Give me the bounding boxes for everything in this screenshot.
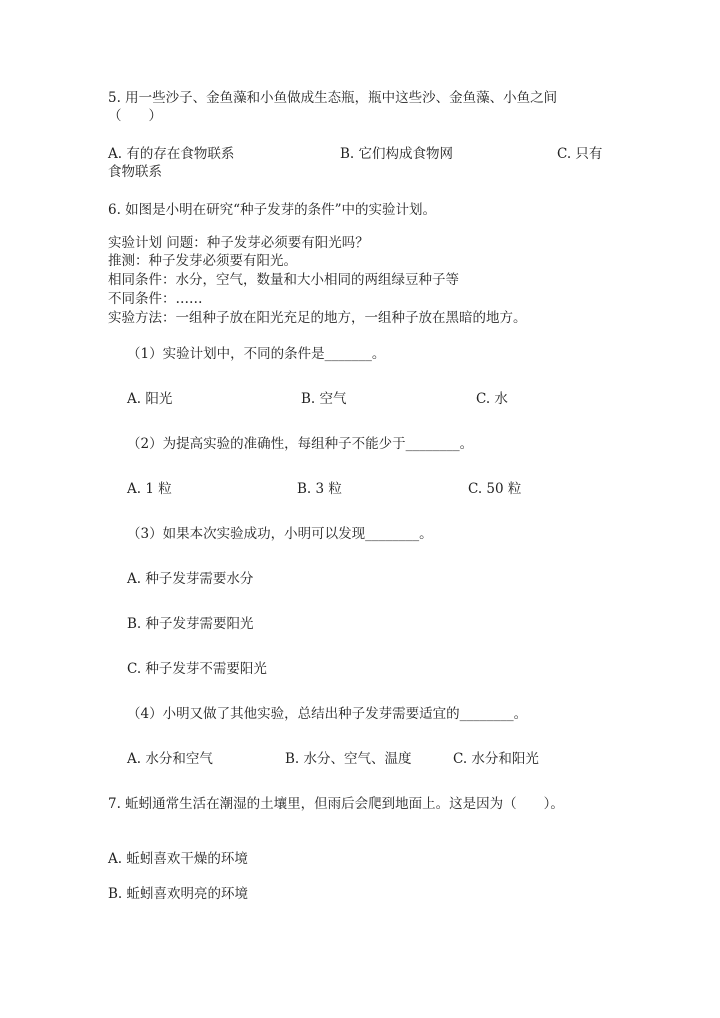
q6-sub2-option-b: B. 3 粒 — [297, 481, 342, 497]
q5-option-c-line1: C. 只有 — [557, 146, 603, 162]
q6-sub3-option-c: C. 种子发芽不需要阳光 — [127, 661, 267, 677]
q6-sub4-option-c: C. 水分和阳光 — [453, 751, 539, 767]
q6-plan-line: 不同条件：…… — [108, 291, 203, 307]
q6-plan-line: 实验方法：一组种子放在阳光充足的地方，一组种子放在黑暗的地方。 — [108, 310, 527, 326]
q6-sub4-option-b: B. 水分、空气、温度 — [285, 751, 412, 767]
q6-sub2-option-c: C. 50 粒 — [468, 481, 522, 497]
q5-stem-line2: （ ） — [108, 108, 162, 124]
q6-plan-line: 实验计划 问题：种子发芽必须要有阳光吗？ — [108, 235, 369, 251]
q5-option-b: B. 它们构成食物网 — [340, 146, 454, 162]
q6-sub2-stem: （2）为提高实验的准确性，每组种子不能少于________。 — [127, 436, 474, 452]
q7-option-a: A. 蚯蚓喜欢干燥的环境 — [108, 851, 248, 867]
q6-sub1-option-b: B. 空气 — [301, 391, 347, 407]
q6-sub1-stem: （1）实验计划中，不同的条件是_______。 — [127, 346, 386, 362]
q5-option-a: A. 有的存在食物联系 — [108, 146, 235, 162]
q6-stem: 6. 如图是小明在研究“种子发芽的条件”中的实验计划。 — [108, 202, 436, 218]
q7-stem: 7. 蚯蚓通常生活在潮湿的土壤里，但雨后会爬到地面上。这是因为（ ）。 — [108, 796, 564, 812]
q5-stem-line1: 5. 用一些沙子、金鱼藻和小鱼做成生态瓶，瓶中这些沙、金鱼藻、小鱼之间 — [108, 90, 558, 106]
q5-option-c-line2: 食物联系 — [108, 164, 162, 180]
q6-sub3-option-b: B. 种子发芽需要阳光 — [127, 616, 254, 632]
q6-sub1-option-c: C. 水 — [476, 391, 508, 407]
q6-sub1-option-a: A. 阳光 — [127, 391, 173, 407]
q6-sub2-option-a: A. 1 粒 — [127, 481, 172, 497]
q6-sub4-stem: （4）小明又做了其他实验，总结出种子发芽需要适宜的________。 — [127, 706, 528, 722]
q6-plan-line: 推测：种子发芽必须要有阳光。 — [108, 253, 297, 269]
q7-option-b: B. 蚯蚓喜欢明亮的环境 — [108, 886, 249, 902]
q6-sub3-option-a: A. 种子发芽需要水分 — [127, 571, 254, 587]
q6-plan-line: 相同条件：水分，空气，数量和大小相同的两组绿豆种子等 — [108, 272, 459, 288]
q6-sub4-option-a: A. 水分和空气 — [127, 751, 213, 767]
q6-sub3-stem: （3）如果本次实验成功，小明可以发现________。 — [127, 526, 433, 542]
